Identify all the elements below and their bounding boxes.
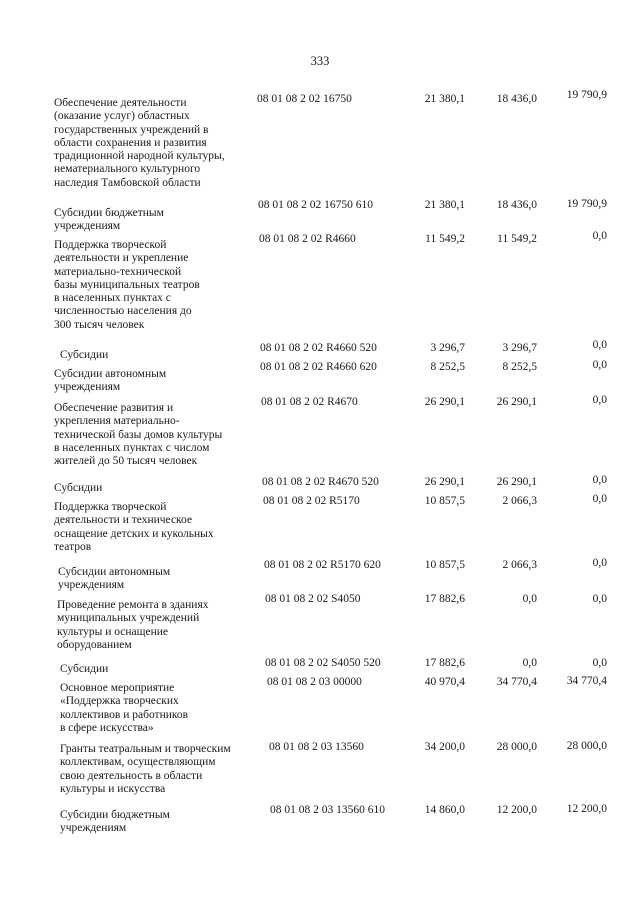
row-code: 08 01 08 2 02 S4050 xyxy=(265,593,361,605)
row-value-2: 18 436,0 xyxy=(496,93,537,105)
row-value-3: 34 770,4 xyxy=(566,675,607,687)
row-value-3: 0,0 xyxy=(592,230,607,242)
row-name: Основное мероприятие «Поддержка творческих коллективов и работников в сфере искусства» xyxy=(60,682,189,734)
row-value-3: 0,0 xyxy=(592,339,607,351)
row-value-1: 17 882,6 xyxy=(424,657,465,669)
row-value-1: 10 857,5 xyxy=(424,559,465,571)
row-value-1: 26 290,1 xyxy=(424,476,465,488)
row-code: 08 01 08 2 02 16750 610 xyxy=(258,199,373,211)
row-code: 08 01 08 2 02 R4660 xyxy=(259,233,356,245)
row-code: 08 01 08 2 02 R4670 xyxy=(261,396,358,408)
row-value-2: 0,0 xyxy=(522,593,537,605)
row-code: 08 01 08 2 02 R4660 620 xyxy=(260,361,377,373)
row-value-3: 19 790,9 xyxy=(566,198,607,210)
row-code: 08 01 08 2 02 R4670 520 xyxy=(262,476,379,488)
row-value-2: 2 066,3 xyxy=(502,495,537,507)
row-value-3: 28 000,0 xyxy=(566,740,607,752)
row-value-2: 28 000,0 xyxy=(496,741,537,753)
row-value-3: 0,0 xyxy=(592,657,607,669)
row-value-2: 8 252,5 xyxy=(502,361,537,373)
row-name: Гранты театральным и творческим коллективам, осуществляющим свою деятельность в области культуры и искусства xyxy=(60,743,231,795)
row-value-1: 34 200,0 xyxy=(424,741,465,753)
row-value-3: 19 790,9 xyxy=(566,89,607,101)
row-value-2: 0,0 xyxy=(522,657,537,669)
row-value-2: 34 770,4 xyxy=(496,676,537,688)
row-name: Субсидии xyxy=(60,349,109,361)
row-value-1: 10 857,5 xyxy=(424,495,465,507)
row-name: Субсидии бюджетным учреждениям xyxy=(54,207,164,233)
row-value-2: 26 290,1 xyxy=(496,396,537,408)
row-code: 08 01 08 2 02 R5170 xyxy=(263,495,360,507)
row-value-3: 0,0 xyxy=(592,493,607,505)
row-code: 08 01 08 2 02 R5170 620 xyxy=(264,559,381,571)
row-value-1: 14 860,0 xyxy=(424,804,465,816)
row-name: Субсидии бюджетным учреждениям xyxy=(60,809,170,835)
row-value-3: 0,0 xyxy=(592,394,607,406)
row-value-3: 0,0 xyxy=(592,359,607,371)
row-code: 08 01 08 2 02 R4660 520 xyxy=(260,342,377,354)
row-name: Поддержка творческой деятельности и техническое оснащение детских и кукольных театров xyxy=(54,501,214,553)
row-value-1: 3 296,7 xyxy=(430,342,465,354)
row-value-1: 8 252,5 xyxy=(430,361,465,373)
row-name: Субсидии xyxy=(60,663,109,675)
row-code: 08 01 08 2 02 16750 xyxy=(257,93,352,105)
row-code: 08 01 08 2 02 S4050 520 xyxy=(265,657,381,669)
row-value-1: 21 380,1 xyxy=(424,93,465,105)
row-name: Проведение ремонта в зданиях муниципальных учреждений культуры и оснащение оборудованием xyxy=(57,599,209,651)
row-name: Субсидии xyxy=(54,482,103,494)
row-value-2: 26 290,1 xyxy=(496,476,537,488)
row-code: 08 01 08 2 03 13560 xyxy=(269,741,364,753)
row-value-1: 17 882,6 xyxy=(424,593,465,605)
row-value-2: 18 436,0 xyxy=(496,199,537,211)
row-name: Субсидии автономным учреждениям xyxy=(58,566,171,592)
row-value-2: 12 200,0 xyxy=(496,804,537,816)
row-name: Обеспечение развития и укрепления материально- технической базы домов культуры в населенных пунктах с числом жителей до 50 тысяч человек xyxy=(54,402,223,468)
row-value-1: 11 549,2 xyxy=(425,233,465,245)
row-value-2: 11 549,2 xyxy=(497,233,537,245)
row-value-1: 40 970,4 xyxy=(424,676,465,688)
row-value-3: 0,0 xyxy=(592,557,607,569)
row-value-3: 0,0 xyxy=(592,593,607,605)
row-value-2: 2 066,3 xyxy=(502,559,537,571)
row-name: Поддержка творческой деятельности и укрепление материально-технической базы муниципальных театров в населенных пунктах с численностью населения до 300 тысяч человек xyxy=(54,239,200,331)
page-number: 333 xyxy=(310,54,330,68)
row-value-3: 0,0 xyxy=(592,474,607,486)
row-name: Субсидии автономным учреждениям xyxy=(54,368,167,394)
row-value-3: 12 200,0 xyxy=(566,803,607,815)
row-value-2: 3 296,7 xyxy=(502,342,537,354)
row-name: Обеспечение деятельности (оказание услуг) областных государственных учреждений в области сохранения и развития традиционной народной культуры, нематериального культурного наследия Тамбовской области xyxy=(54,97,225,189)
row-value-1: 26 290,1 xyxy=(424,396,465,408)
row-code: 08 01 08 2 03 13560 610 xyxy=(270,804,385,816)
row-value-1: 21 380,1 xyxy=(424,199,465,211)
row-code: 08 01 08 2 03 00000 xyxy=(267,676,362,688)
